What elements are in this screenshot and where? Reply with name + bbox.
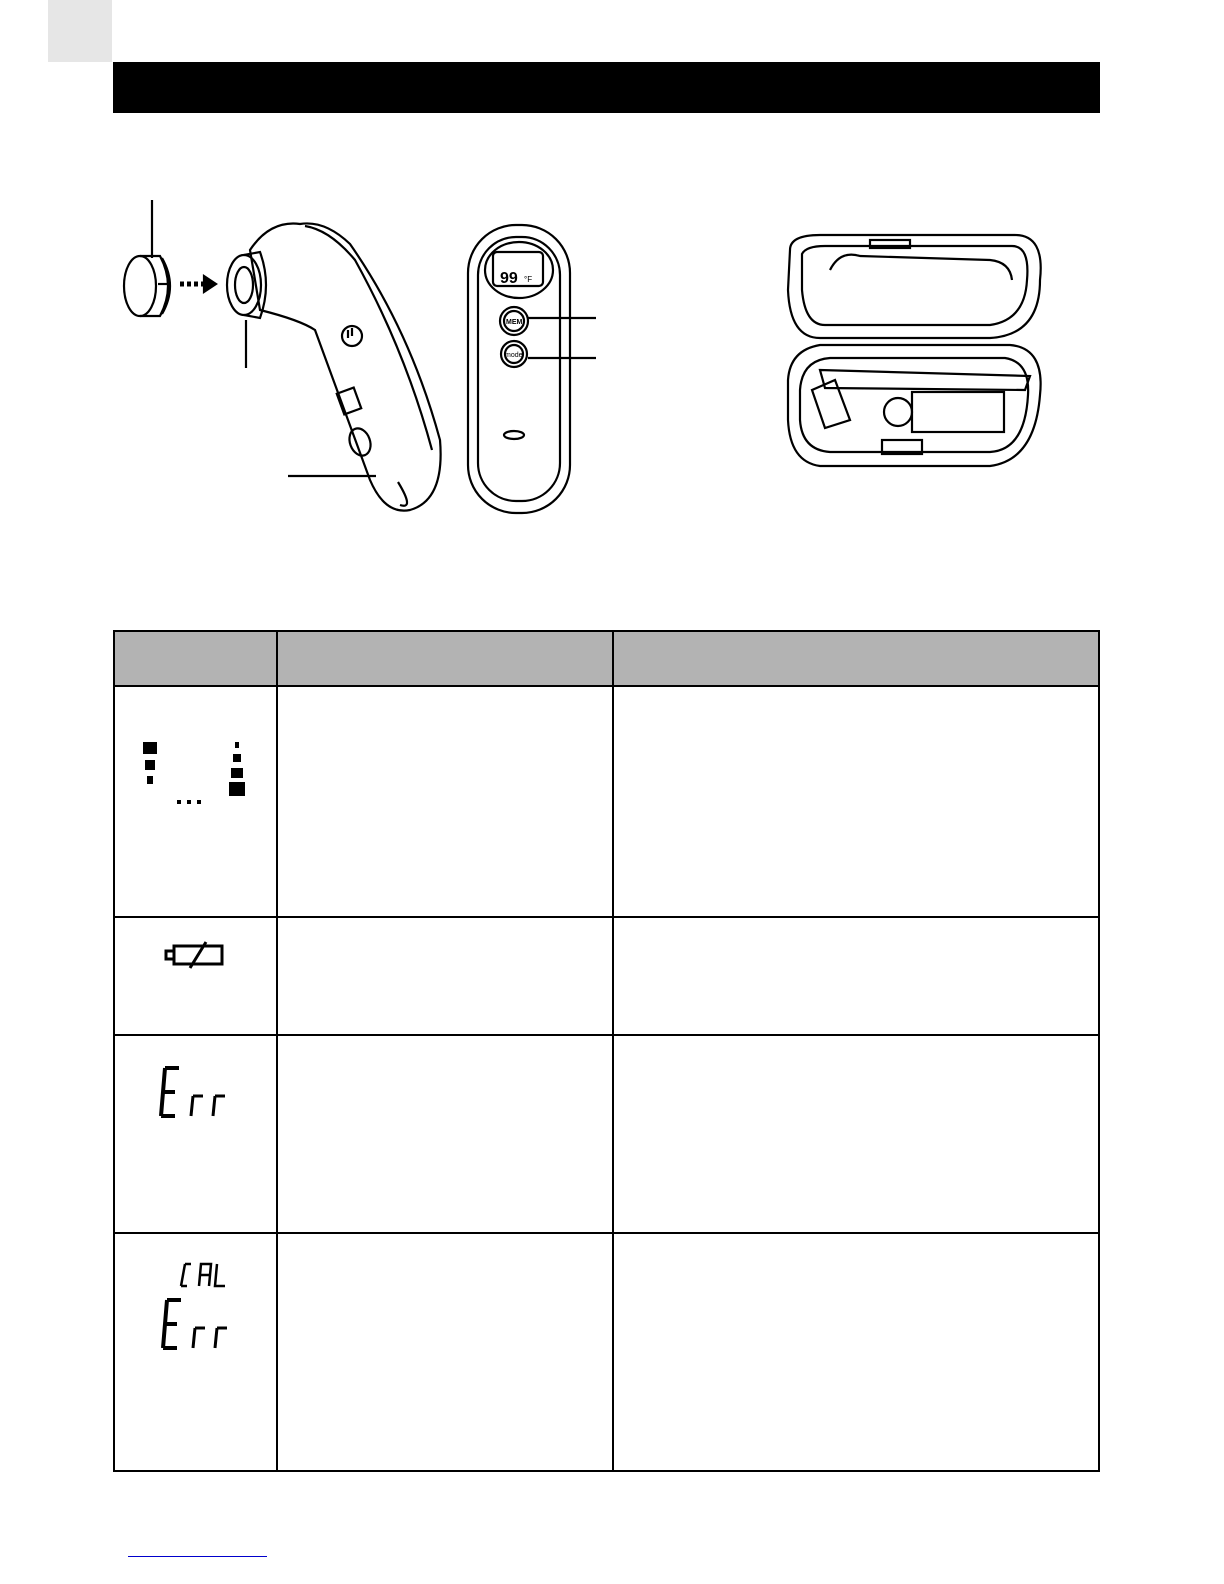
row-divider	[115, 1034, 1098, 1036]
footer-link-underline	[128, 1556, 267, 1557]
thermometer-illustration	[100, 180, 1100, 540]
dots-animation-icon	[137, 732, 257, 812]
page-corner-tab	[48, 0, 112, 62]
mem-button-label: MEM	[506, 319, 523, 326]
display-reading: 99	[500, 270, 518, 287]
row-divider	[115, 916, 1098, 918]
symbol-table	[113, 630, 1100, 1472]
table-row	[115, 940, 278, 970]
insert-arrow-icon	[180, 276, 216, 292]
mode-button-label: mode	[505, 352, 523, 359]
column-divider	[612, 632, 614, 1470]
table-header-row	[115, 632, 1098, 687]
thermometer-side-view	[227, 223, 441, 510]
probe-cap	[124, 200, 170, 316]
row-divider	[115, 1232, 1098, 1234]
storage-case	[788, 235, 1041, 466]
err-display-icon	[157, 1062, 237, 1122]
section-header-bar	[113, 62, 1100, 113]
low-battery-icon	[162, 940, 232, 970]
table-row	[115, 1260, 278, 1360]
thermometer-front-view	[468, 225, 596, 513]
table-row	[115, 1062, 278, 1122]
table-row	[115, 732, 278, 812]
cal-err-display-icon	[157, 1260, 237, 1360]
display-unit: °F	[524, 275, 533, 284]
